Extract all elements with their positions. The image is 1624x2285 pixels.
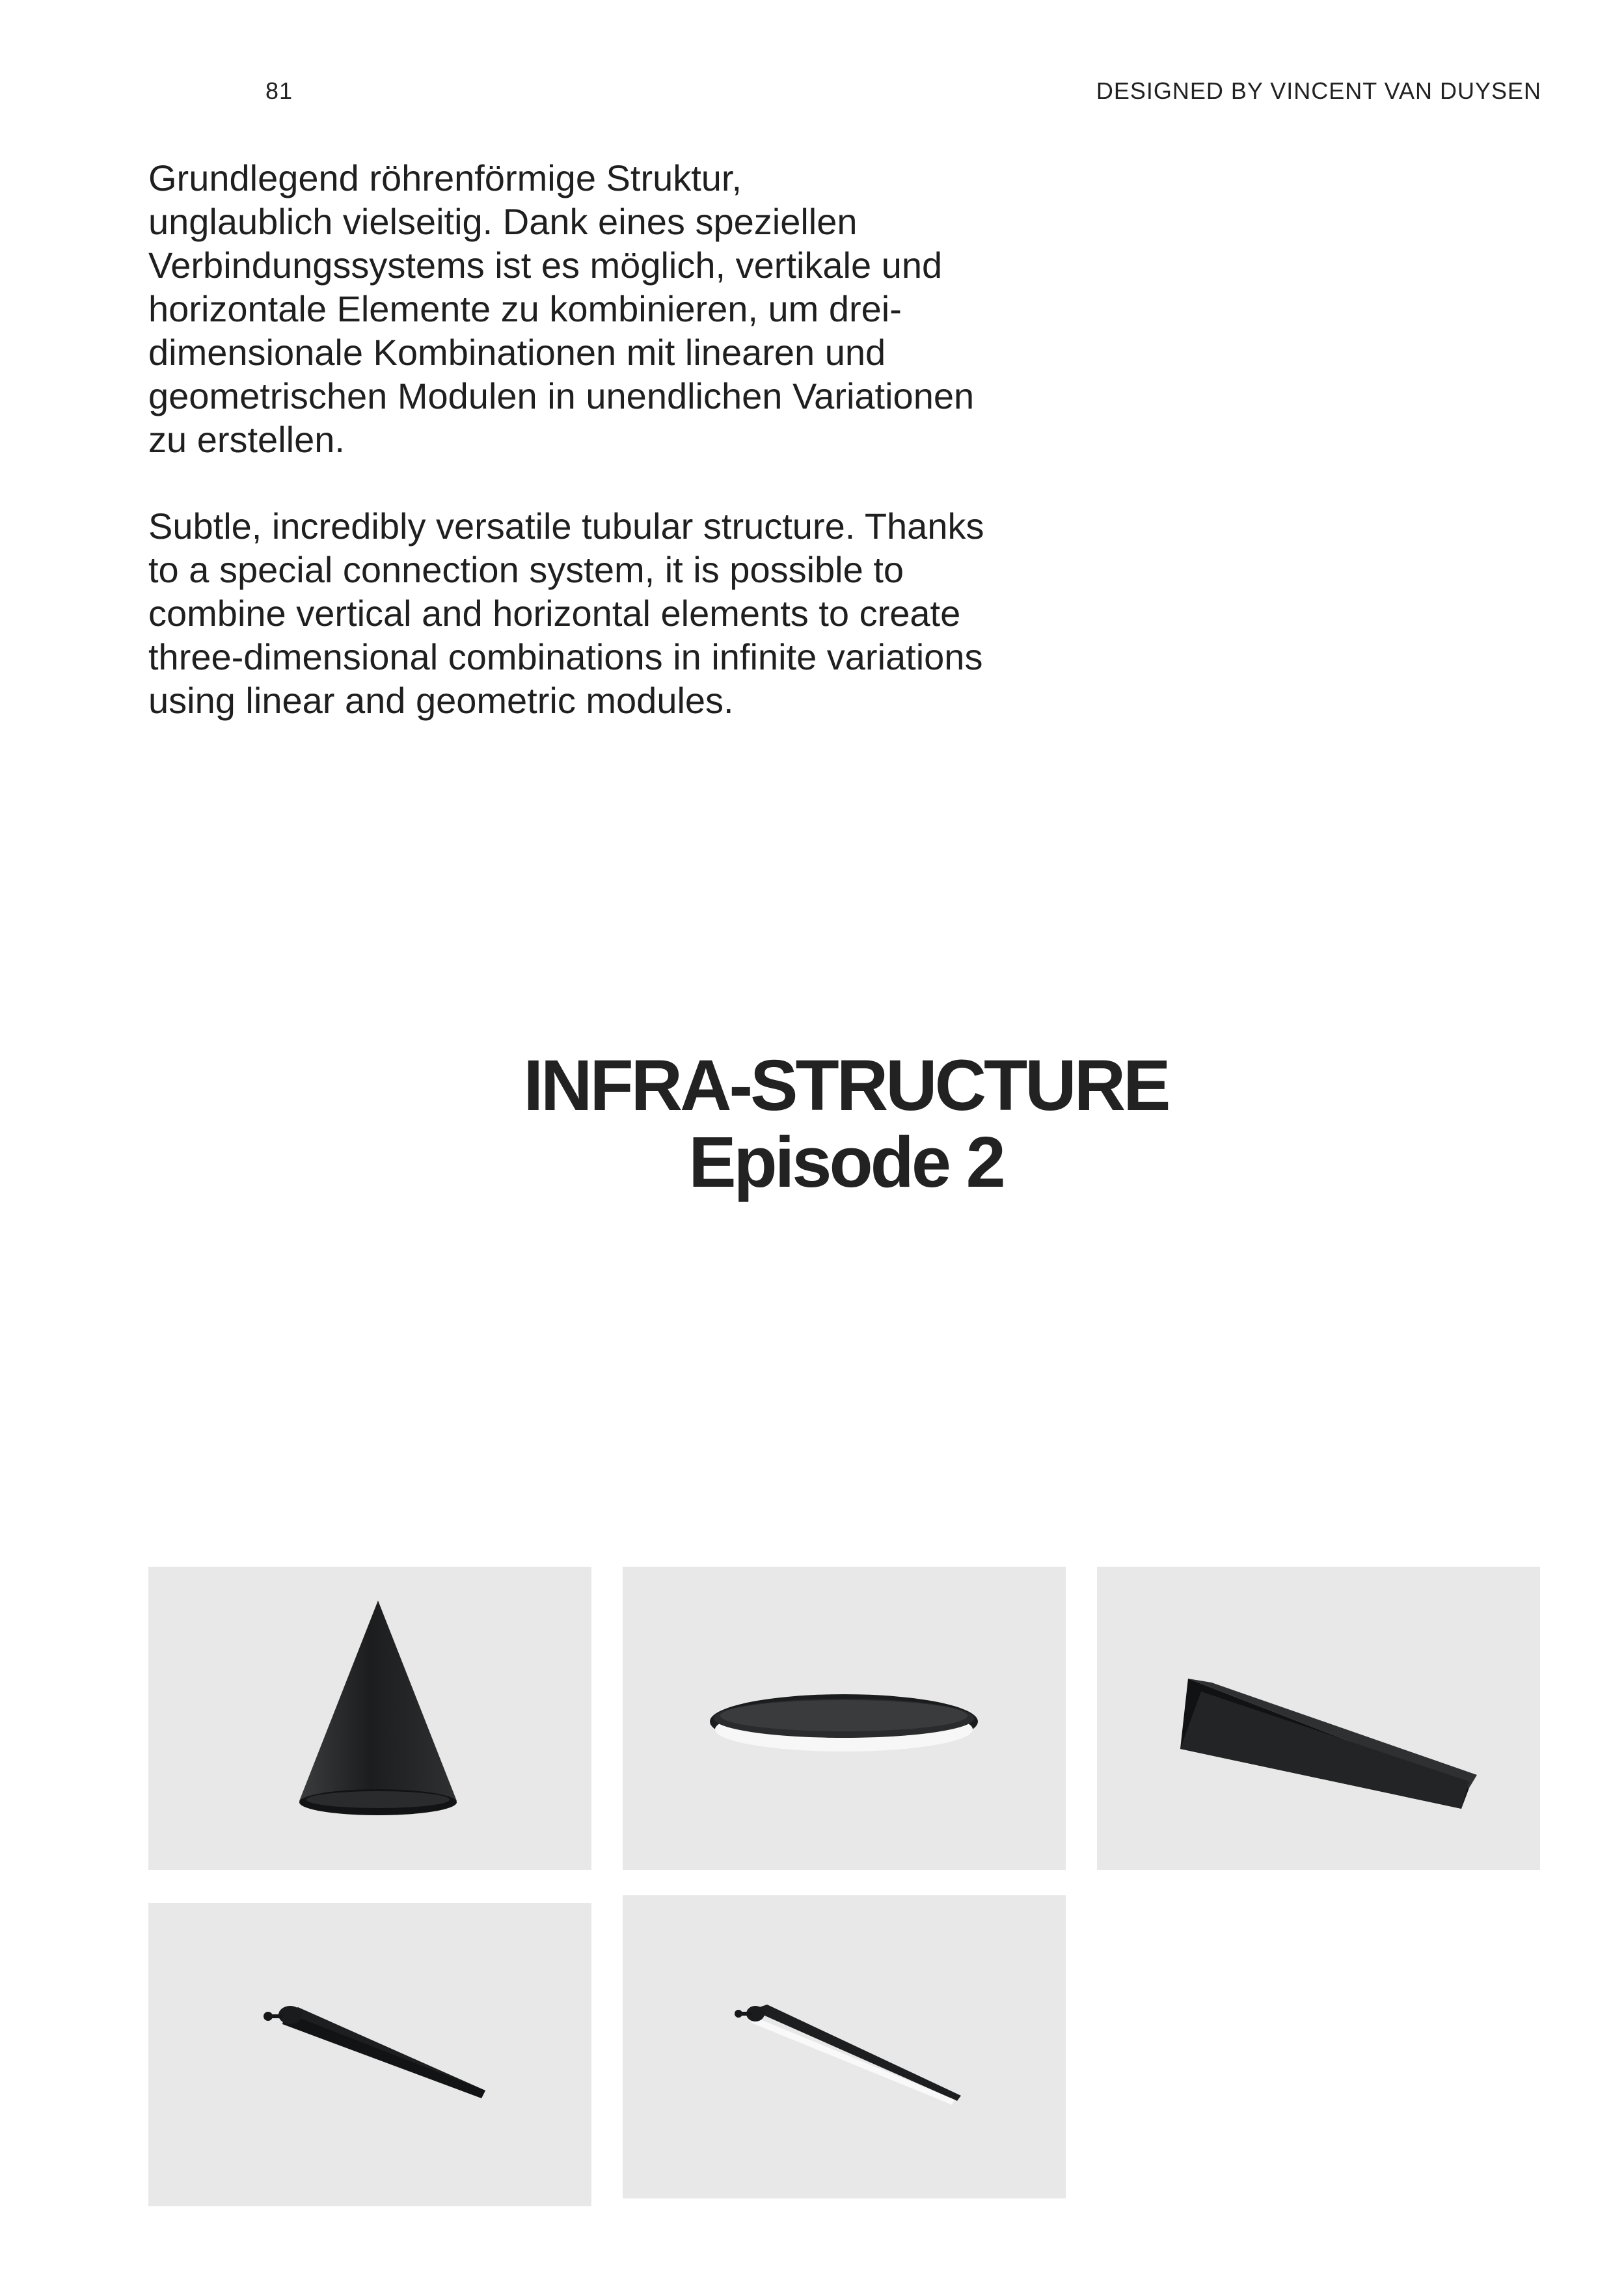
product-tile-cone[interactable] xyxy=(148,1567,591,1870)
product-tile-tapered-tube[interactable] xyxy=(148,1903,591,2206)
ring-ceiling-lamp-icon xyxy=(623,1567,1066,1870)
product-tile-angled-linear[interactable] xyxy=(1097,1567,1540,1870)
description-german: Grundlegend röhrenförmige Struktur, unglaublich vielseitig. Dank eines speziellen Verbindungssystems ist es möglich, vertikale und horizontale Elemente zu kombinieren, um drei- dimensionale Kombinationen mit linearen und geometrischen Modulen in unendlichen Variationen zu erstellen. xyxy=(148,157,975,460)
cone-pendant-icon xyxy=(148,1567,591,1870)
description-english: Subtle, incredibly versatile tubular structure. Thanks to a special connection system, it is possible to combine vertical and horizontal elements to create three-dimensional combinations in infinite variations using linear and geometric modules. xyxy=(148,506,984,721)
product-tile-ring[interactable] xyxy=(623,1567,1066,1870)
page-number: 81 xyxy=(265,77,293,104)
angled-linear-lamp-icon xyxy=(1097,1567,1540,1870)
collection-name: INFRA-STRUCTURE xyxy=(523,1046,1169,1126)
tapered-tube-lamp-icon xyxy=(148,1903,591,2206)
product-tile-linear-diffuser[interactable] xyxy=(623,1895,1066,2198)
linear-diffuser-lamp-icon xyxy=(623,1895,1066,2198)
collection-title xyxy=(494,1048,1197,1201)
collection-episode: Episode 2 xyxy=(688,1122,1003,1202)
designer-credit: DESIGNED BY VINCENT VAN DUYSEN xyxy=(1096,77,1541,104)
